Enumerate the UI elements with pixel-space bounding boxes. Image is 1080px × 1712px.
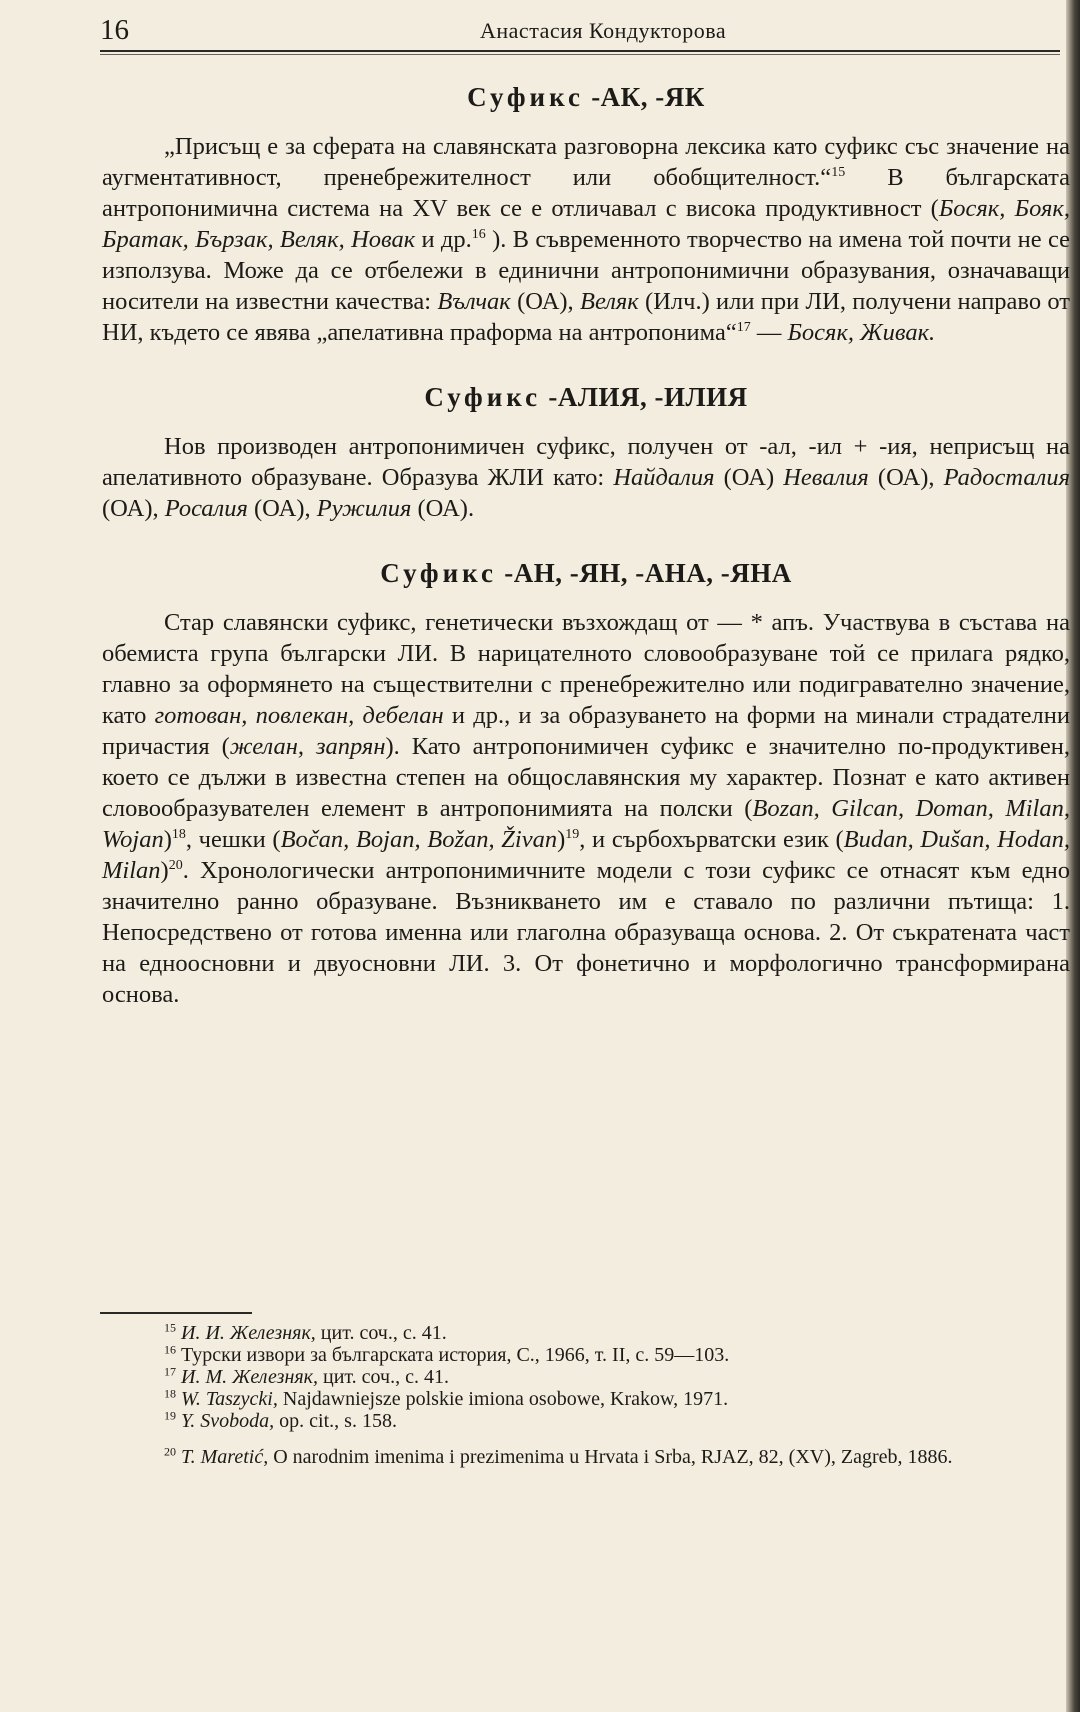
page-header: [100, 14, 1070, 48]
section-aliya-iliya: [102, 382, 1070, 524]
header-rule-thin: [100, 54, 1060, 55]
footnote: $^{20}$ T. Maretić, O narodnim imenima i prezimenima u Hrvata i Srba, RJAZ, 82, (XV), Zagreb, 1886.: [164, 1444, 953, 1468]
main-text: [102, 82, 1070, 1044]
footnote-ref: 18: [171, 826, 186, 842]
running-head: Анастасия Кондукторова: [480, 18, 727, 43]
section-paragraph: Стар славянски суфикс, генетически възхождащ от — * апъ. Участвува в състава на обемиста група български ЛИ. В нарицателното словообразуване той се прилага рядко, главно за оформянето на съществителни с пренебрежително или подигравателно значение, като готован, повлекан, дебелан и др., и за образуването на форми на минали страдателни причастия (желан, запрян). Като антропонимичен суфикс е значително по-продуктивен, което се дължи в известна степен на общославянския му характер. Познат е като активен словообразувателен елемент в антропонимията на полски (Bozan, Gilcan, Doman, Milan, Wojan)$^{18}$, чешки (Bočan, Bojan, Božan, Živan)$^{19}$, и сърбохърватски език (Budan, Dušan, Hodan, Milan)$^{20}$. Хронологически антропонимичните модели с този суфикс се отнасят към едно значително ранно образуване. Възникването им е ставало по различни пътища: 1. Непосредствено от готова именна или глаголна образуваща основа. 2. От съкратената част на едноосновни и двуосновни ЛИ. 3. От фонетично и морфологично трансформирана основа.: [102, 609, 1071, 1008]
section-heading: Суфикс -АН, -ЯН, -АНА, -ЯНА: [380, 558, 792, 588]
header-rule: [100, 50, 1060, 52]
section-ak-yak: [102, 82, 1070, 348]
footnotes: [102, 1322, 1062, 1468]
section-an-yan: [102, 558, 1070, 1010]
footnote: $^{17}$ И. М. Железняк, цит. соч., с. 41.: [164, 1364, 449, 1388]
section-paragraph: Нов производен антропонимичен суфикс, получен от -ал, -ил + -ия, неприсъщ на апелативното образуване. Образува ЖЛИ като: Найдалия (ОА) Невалия (ОА), Радосталия (ОА), Росалия (ОА), Ружилия (ОА).: [102, 433, 1070, 522]
section-heading: Суфикс -АЛИЯ, -ИЛИЯ: [424, 382, 748, 412]
section-paragraph: „Присъщ е за сферата на славянската разговорна лексика като суфикс със значение на аугментативност, пренебрежителност или обобщителност.“$^{15}$ В българската антропонимична система на XV век се е отличавал с висока продуктивност (Босяк, Бояк, Братак, Бързак, Веляк, Новак и др.$^{16}$ ). В съвременното творчество на имена той почти не се използува. Може да се отбележи в единични антропонимични образувания, означаващи носители на известни качества: Вълчак (ОА), Веляк (Илч.) или при ЛИ, получени направо от НИ, където се явява „апелативна праформа на антропонима“$^{17}$ — Босяк, Живак.: [102, 133, 1071, 346]
footnote-rule: [100, 1312, 252, 1314]
footnote: $^{16}$ Турски извори за българската история, С., 1966, т. II, с. 59—103.: [164, 1342, 730, 1366]
footnote: $^{18}$ W. Taszycki, Najdawniejsze polskie imiona osobowe, Krakow, 1971.: [164, 1386, 729, 1410]
footnote-ref: 20: [168, 857, 183, 873]
footnote-ref: 16: [471, 226, 486, 242]
footnote-ref: 17: [736, 319, 751, 335]
footnote-ref: 15: [831, 164, 846, 180]
page-number: 16: [100, 14, 129, 46]
footnote: $^{19}$ Y. Svoboda, op. cit., s. 158.: [164, 1408, 397, 1432]
section-heading: Суфикс -АК, -ЯК: [467, 82, 705, 112]
footnote: $^{15}$ И. И. Железняк, цит. соч., с. 41.: [164, 1320, 447, 1344]
footnote-ref: 19: [565, 826, 580, 842]
